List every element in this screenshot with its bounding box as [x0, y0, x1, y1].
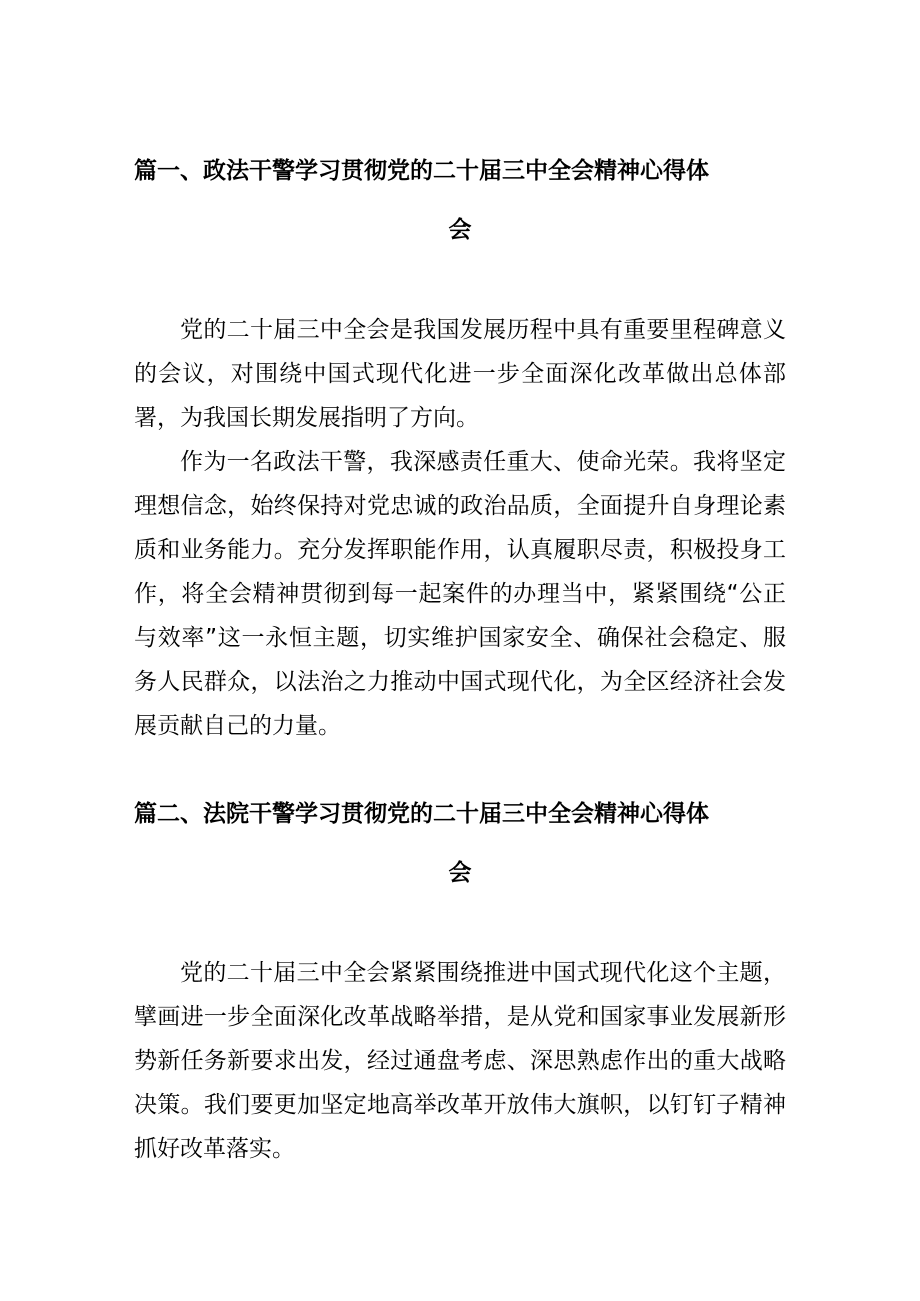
section-2-paragraph-1: 党的二十届三中全会紧紧围绕推进中国式现代化这个主题，擘画进一步全面深化改革战略举措，是从党和国家事业发展新形势新任务新要求出发，经过通盘考虑、深思熟虑作出的重大战略决策。我们要更加坚定地高举改革开放伟大旗帜，以钉钉子精神抓好改革落实。 — [134, 960, 786, 1162]
section-1-title-tail: 会 — [448, 217, 472, 243]
section-1-paragraph-1: 党的二十届三中全会是我国发展历程中具有重要里程碑意义的会议，对围绕中国式现代化进一步全面深化改革做出总体部署，为我国长期发展指明了方向。 — [134, 317, 786, 431]
section-1-title: 篇一、政法干警学习贯彻党的二十届三中全会精神心得体 — [134, 158, 709, 184]
section-2-title: 篇二、法院干警学习贯彻党的二十届三中全会精神心得体 — [134, 801, 709, 827]
section-2-title-tail: 会 — [448, 860, 472, 886]
section-1-paragraph-2: 作为一名政法干警，我深感责任重大、使命光荣。我将坚定理想信念，始终保持对党忠诚的政治品质，全面提升自身理论素质和业务能力。充分发挥职能作用，认真履职尽责，积极投身工作，将全会精神贯彻到每一起案件的办理当中，紧紧围绕“公正与效率”这一永恒主题，切实维护国家安全、确保社会稳定、服务人民群众，以法治之力推动中国式现代化，为全区经济社会发展贡献自己的力量。 — [134, 449, 786, 739]
